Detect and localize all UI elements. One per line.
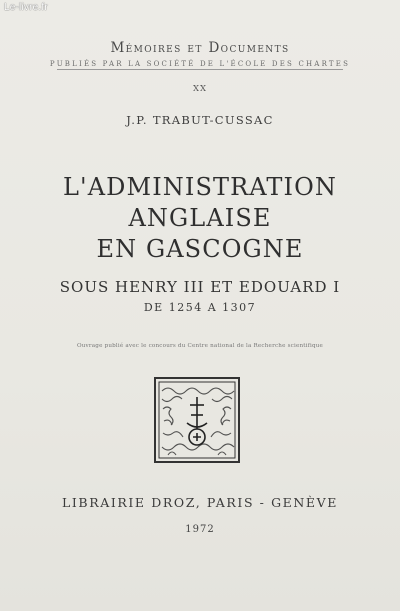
series-underline-divider (57, 69, 343, 70)
printer-mark-emblem-icon (154, 377, 240, 463)
publication-note: Ouvrage publié avec le concours du Centre national de la Recherche scientifique (76, 343, 324, 349)
series-subtitle: PUBLIÉS PAR LA SOCIÉTÉ DE L'ÉCOLE DES CHARTES (49, 60, 351, 68)
book-title-line-3: EN GASCOGNE (96, 235, 304, 263)
book-subtitle: SOUS HENRY III ET EDOUARD I (59, 278, 341, 296)
date-range: DE 1254 A 1307 (143, 301, 257, 314)
watermark-text: Le-livre.fr (4, 2, 48, 13)
volume-number: XX (192, 84, 208, 94)
series-title: Mémoires et Documents (110, 40, 290, 56)
publisher-name: LIBRAIRIE DROZ, PARIS - GENÈVE (61, 495, 339, 510)
author-name: J.P. TRABUT-CUSSAC (126, 113, 274, 127)
book-title-line-1: L'ADMINISTRATION (63, 173, 337, 201)
publication-year: 1972 (185, 524, 215, 535)
book-title-line-2: ANGLAISE (128, 204, 272, 232)
